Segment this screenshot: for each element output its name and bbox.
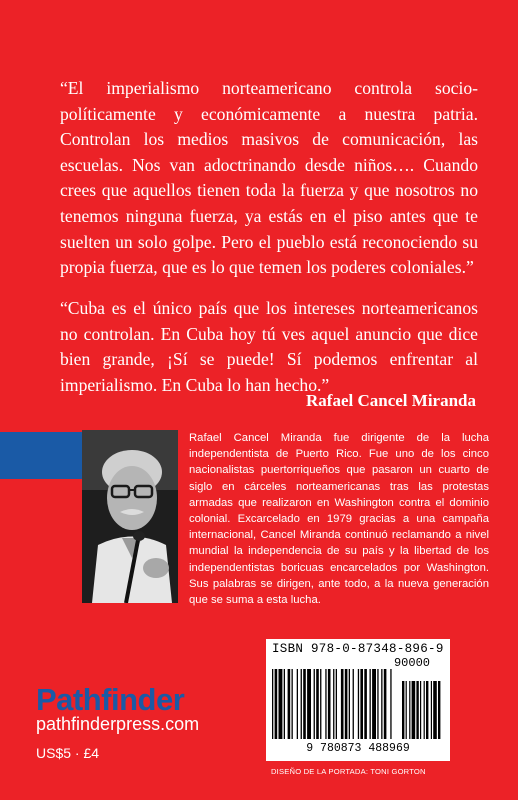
barcode-icon (270, 669, 446, 743)
publisher-logo: Pathfinder (36, 682, 185, 717)
publisher-website: pathfinderpress.com (36, 714, 200, 734)
ean-digits: 9 780873 488969 (306, 742, 410, 755)
author-bio: Rafael Cancel Miranda fue dirigente de la lucha independentista de Puerto Rico. Fue uno de los cinco nacionalistas puertorriqueños que pasaron un cuarto de siglo en cárceles norteamericanas tras las protestas armadas que realizaron en Washington contra el dominio colonial. Excarcelado en 1979 gracias a una campaña internacional, Cancel Miranda continuó reclamando a nivel mundial la independencia de su país y la libertad de los independentistas boricuas encarcelados por Washington. Sus palabras se dirigen, ante todo, a la nueva generación que se suma a esta lucha. (189, 432, 489, 607)
price: US$5 · £4 (36, 745, 100, 761)
barcode-block (266, 639, 450, 761)
blue-accent-band (0, 432, 82, 479)
cover-design-credit: DISEÑO DE LA PORTADA: TONI GORTON (271, 767, 426, 776)
author-photo (82, 430, 178, 603)
quote-2: “Cuba es el único país que los intereses norteamericanos no controlan. En Cuba hoy tú ves aquel anuncio que dice bien grande, ¡Sí se puede! Sí podemos enfrentar al imperialismo. En Cuba lo han hecho.” (60, 298, 478, 395)
quote-author: Rafael Cancel Miranda (306, 391, 476, 410)
quote-1: “El imperialismo norteamericano controla socio-políticamente y económicamente a nuestra patria. Controlan los medios masivos de comunicación, las escuelas. Nos van adoctrinando desde niños…. Cuando crees que aquellos tienen toda la fuerza y que nosotros no tenemos ninguna fuerza, ya estás en el piso antes que te suelten un solo golpe. Pero el pueblo está reconociendo su propia fuerza, que es lo que temen los poderes coloniales.” (60, 78, 478, 278)
price-code: 90000 (393, 656, 430, 670)
isbn-label: ISBN 978-0-87348-896-9 (272, 642, 444, 656)
